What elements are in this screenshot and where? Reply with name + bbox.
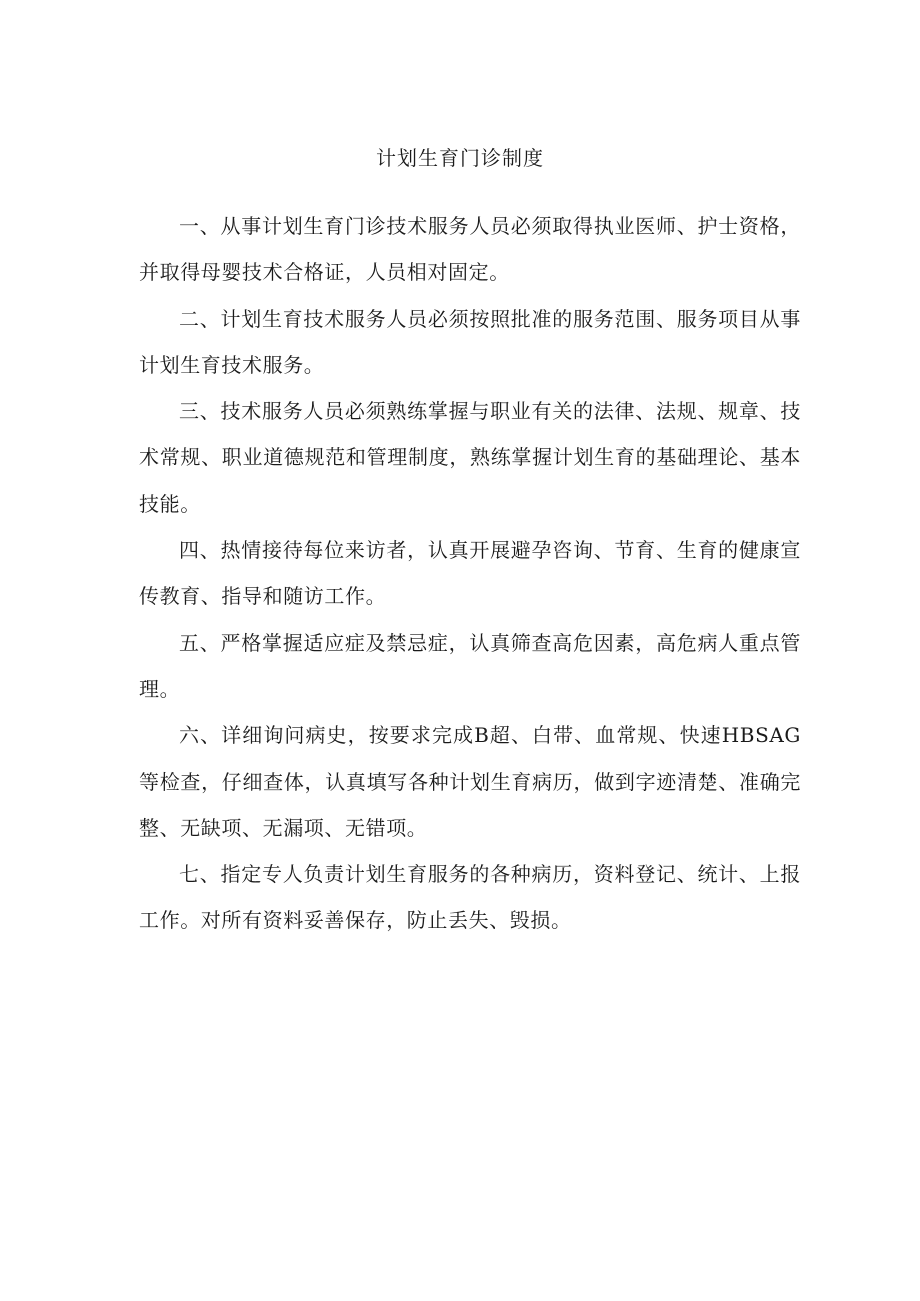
clause-4: 四、热情接待每位来访者，认真开展避孕咨询、节育、生育的健康宣传教育、指导和随访工作。 bbox=[139, 538, 801, 609]
clause-5: 五、严格掌握适应症及禁忌症，认真筛查高危因素，高危病人重点管理。 bbox=[139, 630, 801, 701]
document-title: 计划生育门诊制度 bbox=[376, 146, 544, 170]
clause-6: 六、详细询问病史，按要求完成B超、白带、血常规、快速HBSAG等检查，仔细查体，认真填写各种计划生育病历，做到字迹清楚、准确完整、无缺项、无漏项、无错项。 bbox=[139, 723, 801, 840]
clause-1: 一、从事计划生育门诊技术服务人员必须取得执业医师、护士资格，并取得母婴技术合格证，人员相对固定。 bbox=[139, 214, 801, 285]
clause-2: 二、计划生育技术服务人员必须按照批准的服务范围、服务项目从事计划生育技术服务。 bbox=[139, 306, 801, 377]
document-body bbox=[139, 203, 801, 944]
clause-3: 三、技术服务人员必须熟练掌握与职业有关的法律、法规、规章、技术常规、职业道德规范和管理制度，熟练掌握计划生育的基础理论、基本技能。 bbox=[139, 399, 801, 516]
clause-7: 七、指定专人负责计划生育服务的各种病历，资料登记、统计、上报工作。对所有资料妥善保存，防止丢失、毁损。 bbox=[139, 862, 801, 933]
